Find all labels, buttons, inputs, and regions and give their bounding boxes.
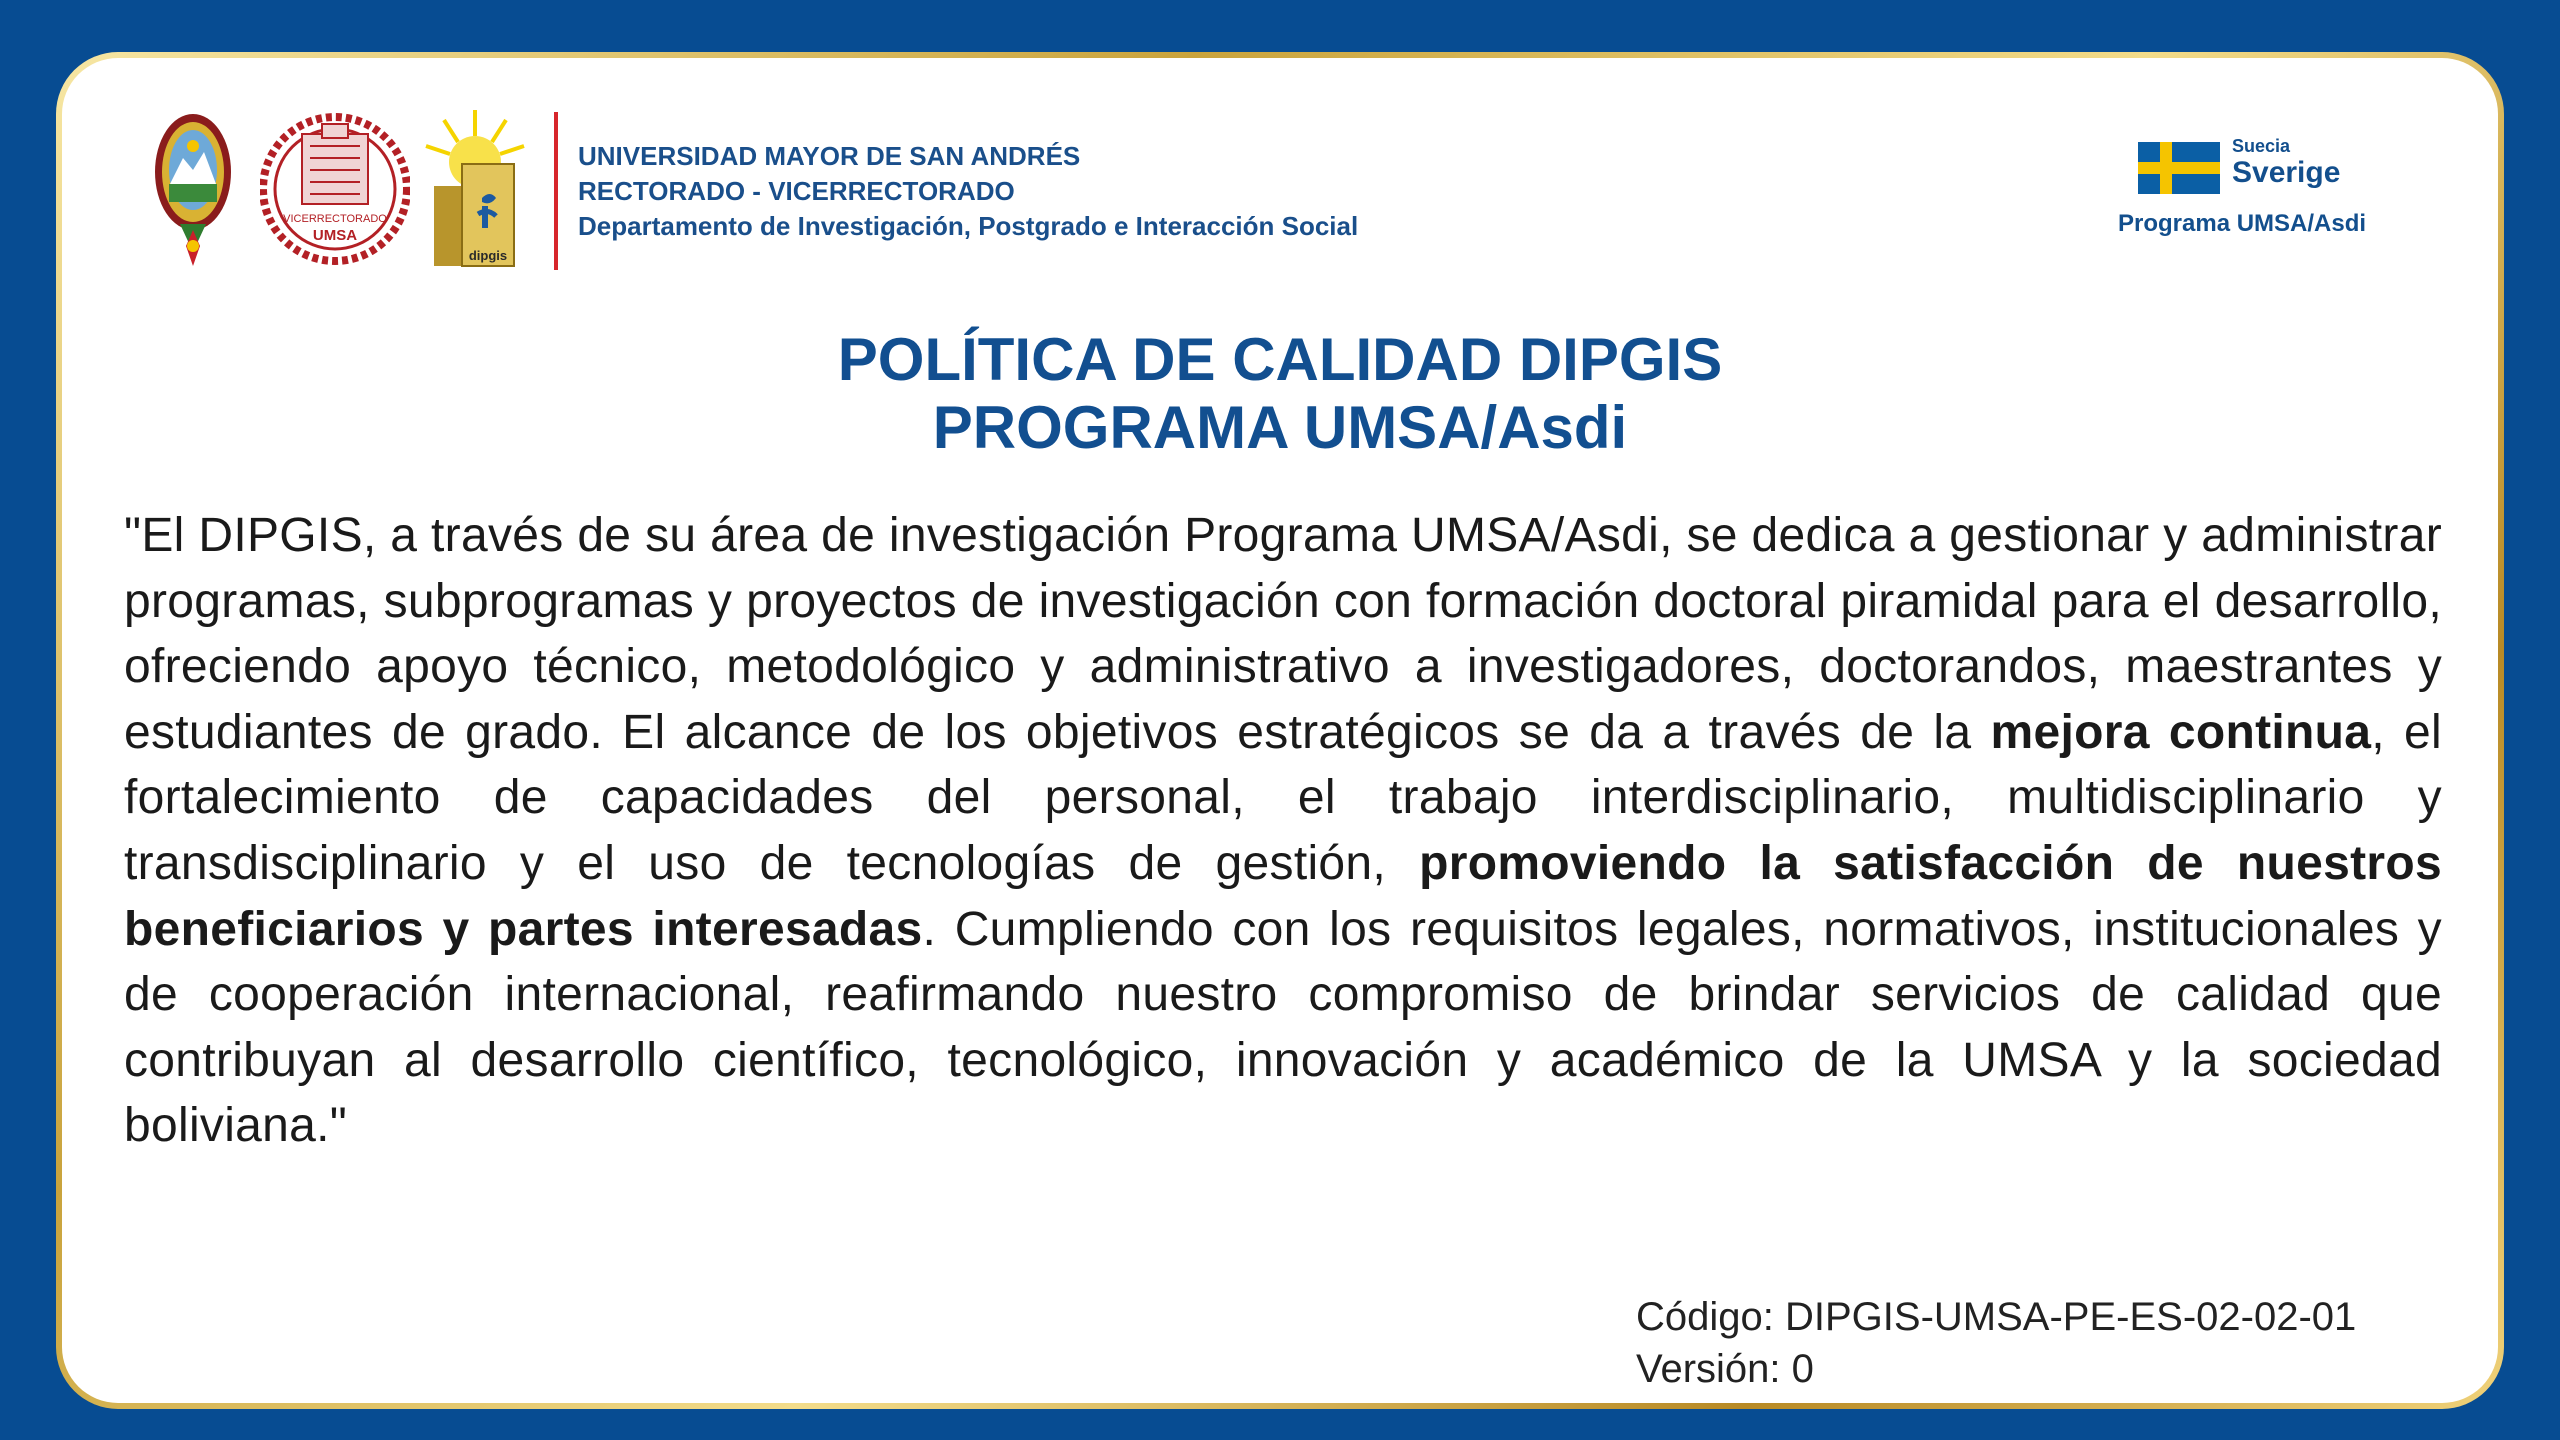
document-code: Código: DIPGIS-UMSA-PE-ES-02-02-01 [1636, 1295, 2357, 1339]
umsa-coat-of-arms-logo [150, 106, 236, 277]
document-code-block [1636, 1291, 2356, 1395]
sweden-program-logo [2104, 126, 2404, 236]
vicerrectorado-seal-logo [260, 110, 410, 273]
policy-bold-satisfaccion: promoviendo la satisfacción de nuestros beneficiarios y partes interesadas [124, 836, 2443, 956]
header-divider [554, 112, 558, 270]
title-line-1: POLÍTICA DE CALIDAD DIPGIS [837, 326, 1723, 393]
institution-header [150, 106, 1358, 276]
document-card [62, 58, 2498, 1403]
suecia-label: Suecia [2232, 136, 2291, 156]
title-line-2: PROGRAMA UMSA/Asdi [932, 394, 1628, 461]
dipgis-logo-text: dipgis [468, 247, 508, 263]
policy-bold-mejora-continua: mejora continua [1990, 705, 2372, 759]
sverige-label: Sverige [2232, 156, 2341, 189]
department-name: Departamento de Investigación, Postgrado e Interacción Social [578, 210, 1359, 241]
policy-text-part-1: "El DIPGIS, a través de su área de investigación Programa UMSA/Asdi, se dedica a gestionar y administrar programas, subprogramas y proyectos de investigación con formación doctoral piramidal para el desarrollo, ofreciendo apoyo técnico, metodológico y administrativo a investigadores, doctorandos, maestrantes y estudiantes de grado. El alcance de los objetivos estratégicos se da a través de la [124, 509, 2442, 759]
sweden-flag-icon [2138, 142, 2220, 199]
policy-text-part-3: . Cumpliendo con los requisitos legales, normativos, institucionales y de cooperación internacional, reafirmando nuestro compromiso de brindar servicios de calidad que contribuyan al desarrollo científico, tecnológico, innovación y académico de la UMSA y la sociedad boliviana." [124, 902, 2442, 1153]
document-version: Versión: 0 [1636, 1347, 1814, 1391]
programa-label: Programa UMSA/Asdi [2118, 210, 2367, 237]
vicerrectorado-seal-text: VICERRECTORADO [283, 212, 387, 225]
university-name: UNIVERSIDAD MAYOR DE SAN ANDRÉS [578, 140, 1081, 171]
page-title [62, 326, 2498, 462]
rectorado-name: RECTORADO - VICERRECTORADO [578, 175, 1015, 206]
dipgis-logo [422, 106, 528, 277]
vicerrectorado-seal-umsa-text: UMSA [312, 226, 358, 244]
policy-paragraph [124, 503, 2442, 1159]
institution-text-block [578, 139, 1358, 244]
policy-text-part-2: , el fortalecimiento de capacidades del personal, el trabajo interdisciplinario, multidisciplinario y transdisciplinario y el uso de tecnologías de gestión, [124, 705, 2443, 890]
